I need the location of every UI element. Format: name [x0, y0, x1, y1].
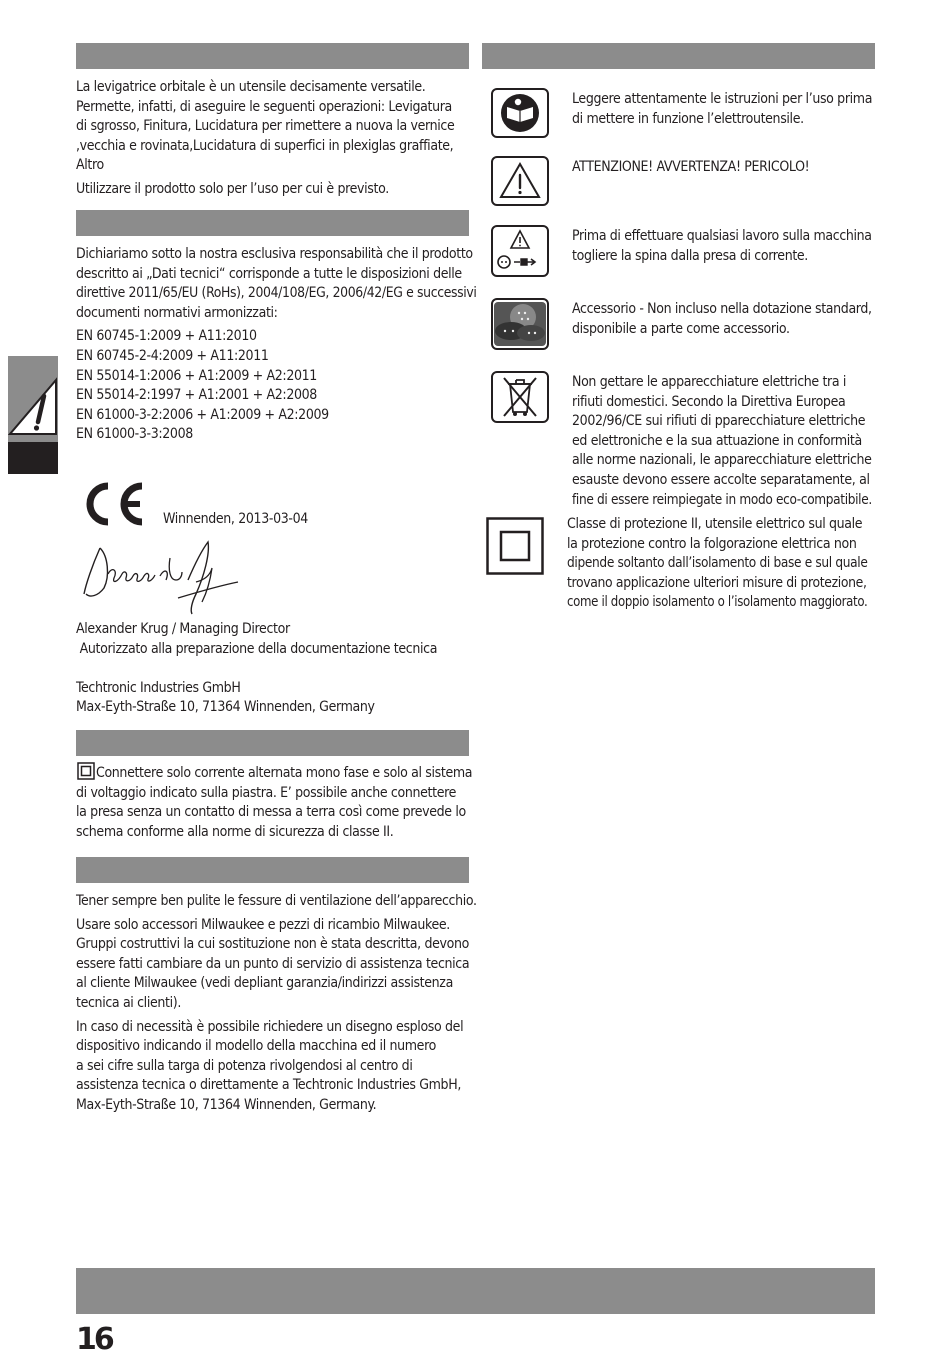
text-line: assistenza tecnica o direttamente a Techtronic Industries GmbH, [76, 1077, 461, 1094]
text-line: la protezione contro la folgorazione elettrica non [567, 535, 857, 552]
text-line: dispositivo indicando il modello della macchina ed il numero [76, 1038, 436, 1055]
signatory-block [76, 620, 476, 718]
text-line: schema conforme alla norme di sicurezza di classe II. [76, 823, 394, 840]
footer-bar [76, 1268, 875, 1314]
maintenance-paragraph [76, 916, 476, 1014]
section-header-bar-symbols [482, 43, 875, 69]
text-line: 2002/96/CE sui rifiuti di pparecchiature elettriche [572, 413, 866, 430]
maintenance-paragraph [76, 1018, 476, 1116]
read-manual-icon [491, 88, 549, 138]
text-line: Tener sempre ben pulite le fessure di ventilazione dell’apparecchio. [76, 893, 477, 909]
ce-mark-icon [80, 480, 146, 528]
conformity-intro [76, 245, 476, 323]
text-line: a sei cifre sulla targa di potenza rivolgendosi al centro di [76, 1057, 413, 1074]
section-header-bar-maintenance [76, 857, 469, 883]
text-line: In caso di necessità è possibile richiedere un disegno esploso del [76, 1018, 464, 1035]
text-line: rifiuti domestici. Secondo la Direttiva Europea [572, 393, 846, 410]
symbol-description [572, 227, 872, 266]
signature-image [78, 536, 248, 620]
maintenance-paragraph [76, 892, 476, 912]
symbol-description [572, 90, 872, 129]
maintenance-text [76, 892, 476, 1120]
standards-list [76, 327, 476, 445]
text-line: di voltaggio indicato sulla piastra. E’ possibile anche connettere [76, 784, 457, 801]
text-line: Gruppi costruttivi la cui sostituzione non è stata descritta, devono [76, 936, 469, 953]
power-text [76, 764, 476, 842]
text-line: Prima di effettuare qualsiasi lavoro sulla macchina [572, 228, 872, 244]
intended-use-paragraph [76, 180, 476, 200]
warning-triangle-icon [8, 356, 58, 446]
text-line: documenti normativi armonizzati: [76, 304, 278, 321]
sanding-discs-icon [491, 298, 549, 350]
page-number: 16 [76, 1322, 112, 1357]
text-line: fine di essere reimpiegate in modo eco-compatibile. [572, 491, 872, 508]
text-line: Max-Eyth-Straße 10, 71364 Winnenden, Germany. [76, 1096, 377, 1113]
signatory-name: Alexander Krug / Managing Director [76, 621, 290, 637]
standard-item: EN 61000-3-3:2008 [76, 426, 193, 443]
standard-item: EN 60745-1:2009 + A11:2010 [76, 328, 257, 345]
text-line: al cliente Milwaukee (vedi depliant garanzia/indirizzi assistenza [76, 975, 453, 992]
unplug-icon [491, 225, 549, 277]
symbol-description [572, 158, 872, 178]
text-line: ATTENZIONE! AVVERTENZA! PERICOLO! [572, 159, 810, 175]
text-line: Classe di protezione II, utensile elettrico sul quale [567, 516, 863, 532]
intended-use-text [76, 78, 476, 204]
authorized-text: Autorizzato alla preparazione della documentazione tecnica [76, 640, 438, 657]
text-line: tecnica ai clienti). [76, 994, 181, 1011]
text-line: trovano applicazione ulteriori misure di protezione, [567, 574, 867, 591]
text-line: Altro [76, 157, 104, 174]
symbol-description [572, 373, 872, 510]
text-line: alle norme nazionali, le apparecchiature elettriche [572, 452, 872, 469]
text-line: Dichiariamo sotto la nostra esclusiva responsabilità che il prodotto [76, 246, 473, 262]
text-line: direttive 2011/65/EU (RoHs), 2004/108/EG, 2006/42/EG e successivi [76, 285, 477, 302]
section-header-bar-intended-use [76, 43, 469, 69]
text-line: di mettere in funzione l’elettroutensile. [572, 110, 804, 127]
text-line: togliere la spina dalla presa di corrente. [572, 247, 808, 264]
text-line: di sgrosso, Finitura, Lucidatura per rimettere a nuova la vernice [76, 118, 455, 135]
text-line: Usare solo accessori Milwaukee e pezzi di ricambio Milwaukee. [76, 916, 450, 933]
company-name: Techtronic Industries GmbH [76, 679, 241, 696]
section-header-bar-power [76, 730, 469, 756]
text-line: la presa senza un contatto di messa a terra così come prevede lo [76, 804, 466, 821]
text-line: dipende soltanto dall’isolamento di base e sul quale [567, 555, 868, 572]
symbol-description [567, 515, 867, 613]
conformity-text [76, 245, 476, 449]
intended-use-paragraph [76, 78, 476, 176]
text-line: Connettere solo corrente alternata mono fase e solo al sistema [96, 765, 473, 781]
text-line: Accessorio - Non incluso nella dotazione standard, [572, 301, 872, 317]
standard-item: EN 55014-1:2006 + A1:2009 + A2:2011 [76, 367, 317, 384]
text-line: Leggere attentamente le istruzioni per l’uso prima [572, 91, 873, 107]
standard-item: EN 60745-2-4:2009 + A11:2011 [76, 347, 269, 364]
text-line: come il doppio isolamento o l’isolamento maggiorato. [567, 594, 868, 611]
place-date: Winnenden, 2013-03-04 [163, 511, 308, 527]
text-line: descritto ai „Dati tecnici“ corrisponde a tutte le disposizioni delle [76, 265, 462, 282]
text-line: ed elettroniche e la sua attuazione in conformità [572, 432, 862, 449]
company-address: Max-Eyth-Straße 10, 71364 Winnenden, Germany [76, 699, 375, 716]
text-line: ,vecchia e rovinata,Lucidatura di superfici in plexiglas graffiate, [76, 137, 454, 154]
class-two-icon [486, 517, 544, 575]
symbol-description [572, 300, 872, 339]
text-line: Non gettare le apparecchiature elettriche tra i [572, 374, 847, 390]
text-line: La levigatrice orbitale è un utensile decisamente versatile. [76, 79, 426, 95]
warning-triangle-icon [491, 156, 549, 206]
standard-item: EN 61000-3-2:2006 + A1:2009 + A2:2009 [76, 406, 329, 423]
text-line: essere fatti cambiare da un punto di servizio di assistenza tecnica [76, 955, 470, 972]
text-line: disponibile a parte come accessorio. [572, 320, 790, 337]
crossed-bin-icon [491, 371, 549, 423]
text-line: Utilizzare il prodotto solo per l’uso per cui è previsto. [76, 180, 389, 197]
section-header-bar-conformity [76, 210, 469, 236]
text-line: esauste devono essere accolte separatamente, al [572, 471, 870, 488]
text-line: Permette, infatti, di aseguire le seguenti operazioni: Levigatura [76, 98, 452, 115]
standard-item: EN 55014-2:1997 + A1:2001 + A2:2008 [76, 387, 317, 404]
side-warning-tab [8, 356, 58, 474]
